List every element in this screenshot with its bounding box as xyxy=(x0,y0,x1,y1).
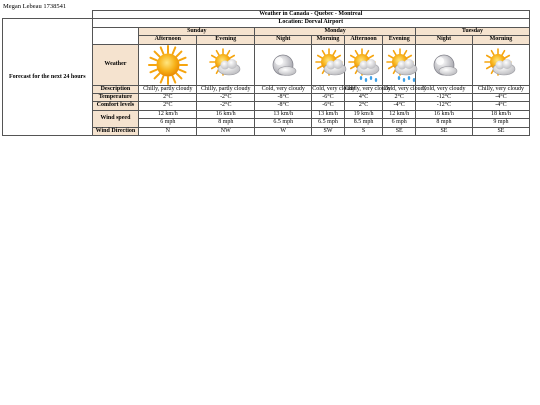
wind-direction-cell: NW xyxy=(197,127,255,135)
moon-cloud-icon xyxy=(263,45,303,85)
wind-mph-cell: 6.5 mph xyxy=(255,119,312,127)
comfort-cell: -6°C xyxy=(312,102,345,110)
wind-direction-cell: SW xyxy=(312,127,345,135)
description-cell: Cold, very cloudy xyxy=(255,85,312,93)
moon-cloud-icon xyxy=(424,45,464,85)
wind-mph-cell: 6.5 mph xyxy=(312,119,345,127)
row-label-wind-direction: Wind Direction xyxy=(92,127,139,135)
day-header-tuesday: Tuesday xyxy=(415,27,529,35)
comfort-cell: -12°C xyxy=(415,102,472,110)
wind-kmh-cell: 18 km/h xyxy=(472,110,529,118)
period-header: Afternoon xyxy=(344,36,383,44)
wind-kmh-cell: 19 km/h xyxy=(344,110,383,118)
period-header: Morning xyxy=(312,36,345,44)
period-header: Evening xyxy=(197,36,255,44)
weather-icon-cell xyxy=(383,44,416,85)
temperature-cell: 2°C xyxy=(383,94,416,102)
row-label-comfort: Comfort levels xyxy=(92,102,139,110)
period-header: Night xyxy=(255,36,312,44)
period-header: Morning xyxy=(472,36,529,44)
temperature-cell: 2°C xyxy=(139,94,197,102)
row-label-wind-speed: Wind speed xyxy=(92,110,139,127)
comfort-cell: -4°C xyxy=(383,102,416,110)
wind-direction-cell: N xyxy=(139,127,197,135)
wind-kmh-cell: 16 km/h xyxy=(197,110,255,118)
row-label-weather: Weather xyxy=(92,44,139,85)
wind-direction-cell: S xyxy=(344,127,383,135)
wind-direction-cell: SE xyxy=(383,127,416,135)
day-header-monday: Monday xyxy=(255,27,416,35)
comfort-cell: 2°C xyxy=(344,102,383,110)
row-label-description: Description xyxy=(92,85,139,93)
corner-cell xyxy=(92,27,139,44)
description-cell: Chilly, partly cloudy xyxy=(197,85,255,93)
wind-kmh-cell: 12 km/h xyxy=(139,110,197,118)
wind-direction-cell: W xyxy=(255,127,312,135)
day-header-sunday: Sunday xyxy=(139,27,255,35)
description-cell: Chilly, very cloudy xyxy=(344,85,391,92)
temperature-cell: 4°C xyxy=(344,94,383,102)
forecast-side-label: Forecast for the next 24 hours xyxy=(3,19,93,136)
comfort-cell: -8°C xyxy=(255,102,312,110)
comfort-cell: 2°C xyxy=(139,102,197,110)
sun-cloud-icon xyxy=(206,45,246,85)
period-header: Afternoon xyxy=(139,36,197,44)
weather-icon-cell xyxy=(312,44,345,85)
forecast-table xyxy=(2,10,530,136)
temperature-cell: -8°C xyxy=(255,94,312,102)
weather-icon-cell xyxy=(472,44,529,85)
author-line: Megan Lebeau 1738541 xyxy=(3,3,67,10)
period-header: Night xyxy=(415,36,472,44)
period-header: Evening xyxy=(383,36,416,44)
wind-mph-cell: 6 mph xyxy=(139,119,197,127)
temperature-cell: -4°C xyxy=(472,94,529,102)
weather-icon-cell xyxy=(344,44,383,85)
wind-direction-cell: SE xyxy=(415,127,472,135)
description-cell: Cold, very cloudy xyxy=(415,85,472,93)
row-label-temperature: Temperature xyxy=(92,94,139,102)
sun-icon xyxy=(148,45,188,85)
description-cell: Cold, very cloudy xyxy=(383,85,427,92)
description-cell: Chilly, partly cloudy xyxy=(139,85,197,93)
temperature-cell: -12°C xyxy=(415,94,472,102)
comfort-cell: -4°C xyxy=(472,102,529,110)
weather-icon-cell xyxy=(139,44,197,85)
description-cell: Cold, very cloudy xyxy=(312,85,356,92)
location-label: Location: Dorval Airport xyxy=(92,19,529,27)
weather-icon-cell xyxy=(197,44,255,85)
wind-kmh-cell: 12 km/h xyxy=(383,110,416,118)
wind-mph-cell: 8 mph xyxy=(415,119,472,127)
comfort-cell: -2°C xyxy=(197,102,255,110)
sun-cloud-rain-icon xyxy=(345,45,385,85)
wind-mph-cell: 8 mph xyxy=(197,119,255,127)
wind-mph-cell: 8.5 mph xyxy=(344,119,383,127)
weather-icon-cell xyxy=(255,44,312,85)
sun-cloud-icon xyxy=(481,45,521,85)
temperature-cell: -6°C xyxy=(312,94,345,102)
wind-mph-cell: 6 mph xyxy=(383,119,416,127)
description-cell: Chilly, very cloudy xyxy=(472,85,529,93)
wind-mph-cell: 9 mph xyxy=(472,119,529,127)
wind-direction-cell: SE xyxy=(472,127,529,135)
wind-kmh-cell: 16 km/h xyxy=(415,110,472,118)
temperature-cell: -2°C xyxy=(197,94,255,102)
weather-icon-cell xyxy=(415,44,472,85)
page-title: Weather in Canada - Quebec - Montreal xyxy=(92,11,529,19)
wind-kmh-cell: 13 km/h xyxy=(312,110,345,118)
wind-kmh-cell: 13 km/h xyxy=(255,110,312,118)
